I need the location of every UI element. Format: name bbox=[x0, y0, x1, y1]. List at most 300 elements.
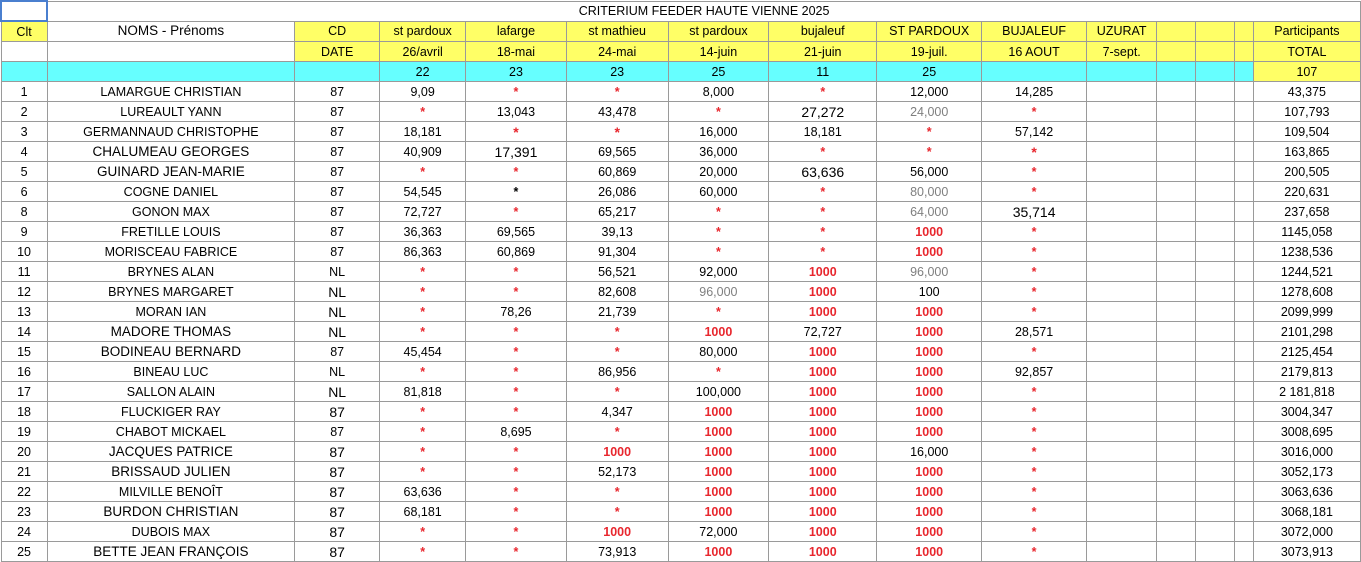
empty-cell bbox=[1157, 522, 1196, 542]
total-header: TOTAL bbox=[1253, 42, 1360, 62]
score-cell: * bbox=[982, 442, 1087, 462]
rank-cell: 2 bbox=[1, 102, 47, 122]
empty-cell bbox=[1234, 402, 1253, 422]
score-cell: 1000 bbox=[769, 502, 877, 522]
score-cell: 1000 bbox=[668, 482, 769, 502]
empty-cell bbox=[1234, 142, 1253, 162]
score-cell: 78,26 bbox=[466, 302, 567, 322]
score-cell: 54,545 bbox=[380, 182, 466, 202]
rank-cell: 13 bbox=[1, 302, 47, 322]
name-cell: BODINEAU BERNARD bbox=[47, 342, 295, 362]
score-cell: 1000 bbox=[769, 462, 877, 482]
rank-cell: 11 bbox=[1, 262, 47, 282]
event-date: 14-juin bbox=[668, 42, 769, 62]
score-cell: 1000 bbox=[668, 462, 769, 482]
selected-cell[interactable] bbox=[1, 1, 47, 21]
score-cell: * bbox=[466, 462, 567, 482]
score-cell: 56,521 bbox=[566, 262, 668, 282]
name-cell: MILVILLE BENOÎT bbox=[47, 482, 295, 502]
empty-cell bbox=[1234, 362, 1253, 382]
score-cell: 45,454 bbox=[380, 342, 466, 362]
empty-cell bbox=[1157, 282, 1196, 302]
rank-cell: 23 bbox=[1, 502, 47, 522]
empty-cell bbox=[1196, 442, 1235, 462]
score-cell: 60,869 bbox=[466, 242, 567, 262]
empty-cell bbox=[1, 62, 47, 82]
score-cell: 8,000 bbox=[668, 82, 769, 102]
event-venue: lafarge bbox=[466, 21, 567, 42]
score-cell bbox=[1087, 502, 1157, 522]
score-cell: * bbox=[566, 382, 668, 402]
cd-cell: 87 bbox=[295, 182, 380, 202]
empty-cell bbox=[1196, 182, 1235, 202]
rank-cell: 3 bbox=[1, 122, 47, 142]
score-cell: * bbox=[380, 162, 466, 182]
score-cell: 1000 bbox=[877, 422, 982, 442]
score-cell: 1000 bbox=[877, 382, 982, 402]
score-cell: * bbox=[466, 322, 567, 342]
empty-cell bbox=[1157, 342, 1196, 362]
cd-header: CD bbox=[295, 21, 380, 42]
score-cell: 1000 bbox=[769, 482, 877, 502]
cd-cell: NL bbox=[295, 282, 380, 302]
empty-cell bbox=[1196, 382, 1235, 402]
rank-cell: 18 bbox=[1, 402, 47, 422]
cd-cell: 87 bbox=[295, 342, 380, 362]
score-cell: * bbox=[466, 362, 567, 382]
empty-cell bbox=[1234, 482, 1253, 502]
score-cell: 1000 bbox=[877, 242, 982, 262]
total-cell: 107,793 bbox=[1253, 102, 1360, 122]
total-cell: 2125,454 bbox=[1253, 342, 1360, 362]
empty-cell bbox=[47, 42, 295, 62]
empty-cell bbox=[1234, 262, 1253, 282]
score-cell: * bbox=[466, 402, 567, 422]
table-row bbox=[1, 282, 1361, 302]
score-cell bbox=[1087, 82, 1157, 102]
empty-cell bbox=[1196, 362, 1235, 382]
score-cell: * bbox=[982, 382, 1087, 402]
score-cell: 92,000 bbox=[668, 262, 769, 282]
score-cell: * bbox=[877, 122, 982, 142]
rank-cell: 22 bbox=[1, 482, 47, 502]
score-cell: 1000 bbox=[877, 222, 982, 242]
name-cell: LUREAULT YANN bbox=[47, 102, 295, 122]
event-date: 16 AOUT bbox=[982, 42, 1087, 62]
table-row bbox=[1, 202, 1361, 222]
name-cell: JACQUES PATRICE bbox=[47, 442, 295, 462]
cd-cell: 87 bbox=[295, 202, 380, 222]
score-cell: 8,695 bbox=[466, 422, 567, 442]
cd-cell: NL bbox=[295, 382, 380, 402]
empty-cell bbox=[1234, 282, 1253, 302]
score-cell: 82,608 bbox=[566, 282, 668, 302]
score-cell: 28,571 bbox=[982, 322, 1087, 342]
cd-cell: 87 bbox=[295, 242, 380, 262]
total-cell: 2179,813 bbox=[1253, 362, 1360, 382]
empty-cell bbox=[1157, 462, 1196, 482]
score-cell bbox=[1087, 442, 1157, 462]
total-cell: 3072,000 bbox=[1253, 522, 1360, 542]
date-header: DATE bbox=[295, 42, 380, 62]
empty-cell bbox=[1234, 422, 1253, 442]
score-cell bbox=[1087, 422, 1157, 442]
empty-cell bbox=[1157, 102, 1196, 122]
score-cell: 72,727 bbox=[380, 202, 466, 222]
score-cell: 86,363 bbox=[380, 242, 466, 262]
score-cell: 1000 bbox=[769, 362, 877, 382]
rank-cell: 5 bbox=[1, 162, 47, 182]
empty-cell bbox=[1157, 422, 1196, 442]
empty-cell bbox=[1196, 142, 1235, 162]
cd-cell: 87 bbox=[295, 482, 380, 502]
score-cell: 96,000 bbox=[668, 282, 769, 302]
score-cell bbox=[1087, 462, 1157, 482]
score-cell: 80,000 bbox=[668, 342, 769, 362]
score-cell: 1000 bbox=[769, 282, 877, 302]
empty-cell bbox=[1234, 182, 1253, 202]
empty-cell bbox=[1234, 382, 1253, 402]
name-cell: FRETILLE LOUIS bbox=[47, 222, 295, 242]
empty-cell bbox=[1157, 82, 1196, 102]
table-row bbox=[1, 482, 1361, 502]
score-cell: * bbox=[982, 142, 1087, 162]
score-cell: 24,000 bbox=[877, 102, 982, 122]
rank-cell: 16 bbox=[1, 362, 47, 382]
score-cell: * bbox=[668, 302, 769, 322]
name-cell: CHABOT MICKAEL bbox=[47, 422, 295, 442]
score-cell: * bbox=[380, 282, 466, 302]
event-venue: BUJALEUF bbox=[982, 21, 1087, 42]
score-cell bbox=[1087, 482, 1157, 502]
empty-cell bbox=[1196, 82, 1235, 102]
rank-cell: 24 bbox=[1, 522, 47, 542]
name-cell: DUBOIS MAX bbox=[47, 522, 295, 542]
event-count: 11 bbox=[769, 62, 877, 82]
score-cell: * bbox=[380, 422, 466, 442]
score-cell: 1000 bbox=[769, 402, 877, 422]
table-row bbox=[1, 322, 1361, 342]
rank-cell: 10 bbox=[1, 242, 47, 262]
score-cell: 1000 bbox=[877, 402, 982, 422]
event-count bbox=[982, 62, 1087, 82]
score-cell: 13,043 bbox=[466, 102, 567, 122]
score-cell: 92,857 bbox=[982, 362, 1087, 382]
score-cell: 1000 bbox=[769, 542, 877, 562]
empty-cell bbox=[1234, 122, 1253, 142]
score-cell: 1000 bbox=[668, 442, 769, 462]
empty-cell bbox=[1234, 162, 1253, 182]
name-cell: LAMARGUE CHRISTIAN bbox=[47, 82, 295, 102]
event-count: 25 bbox=[668, 62, 769, 82]
participants-total: 107 bbox=[1253, 62, 1360, 82]
empty-cell bbox=[1196, 202, 1235, 222]
name-cell: GUINARD JEAN-MARIE bbox=[47, 162, 295, 182]
score-cell bbox=[1087, 122, 1157, 142]
empty-cell bbox=[1196, 242, 1235, 262]
score-cell: 1000 bbox=[769, 262, 877, 282]
score-cell: * bbox=[769, 202, 877, 222]
score-cell: * bbox=[380, 362, 466, 382]
event-date: 19-juil. bbox=[877, 42, 982, 62]
score-cell: 56,000 bbox=[877, 162, 982, 182]
score-cell: * bbox=[466, 382, 567, 402]
score-cell: 1000 bbox=[769, 382, 877, 402]
cd-cell: 87 bbox=[295, 462, 380, 482]
empty-cell bbox=[47, 62, 295, 82]
empty-cell bbox=[1196, 462, 1235, 482]
name-cell: BINEAU LUC bbox=[47, 362, 295, 382]
total-cell: 2099,999 bbox=[1253, 302, 1360, 322]
event-count: 23 bbox=[466, 62, 567, 82]
empty-cell bbox=[1196, 402, 1235, 422]
name-cell: CHALUMEAU GEORGES bbox=[47, 142, 295, 162]
event-count: 22 bbox=[380, 62, 466, 82]
empty-cell bbox=[1196, 502, 1235, 522]
score-cell: 1000 bbox=[769, 302, 877, 322]
score-cell: * bbox=[380, 302, 466, 322]
rank-cell: 1 bbox=[1, 82, 47, 102]
score-cell: * bbox=[982, 542, 1087, 562]
score-cell: * bbox=[982, 102, 1087, 122]
rank-cell: 17 bbox=[1, 382, 47, 402]
score-cell: * bbox=[566, 122, 668, 142]
score-cell bbox=[1087, 142, 1157, 162]
table-row bbox=[1, 102, 1361, 122]
empty-cell bbox=[1157, 502, 1196, 522]
score-cell: * bbox=[668, 362, 769, 382]
empty-cell bbox=[1157, 382, 1196, 402]
total-cell: 1238,536 bbox=[1253, 242, 1360, 262]
score-cell: 1000 bbox=[668, 402, 769, 422]
table-row bbox=[1, 122, 1361, 142]
table-row bbox=[1, 542, 1361, 562]
score-cell: * bbox=[982, 422, 1087, 442]
empty-cell bbox=[1196, 482, 1235, 502]
score-cell: * bbox=[466, 182, 567, 202]
empty-cell bbox=[1196, 62, 1235, 82]
score-cell bbox=[1087, 162, 1157, 182]
score-cell: 96,000 bbox=[877, 262, 982, 282]
rank-cell: 6 bbox=[1, 182, 47, 202]
score-cell: 43,478 bbox=[566, 102, 668, 122]
score-cell: * bbox=[380, 462, 466, 482]
empty-cell bbox=[1234, 442, 1253, 462]
score-cell: * bbox=[982, 282, 1087, 302]
table-row bbox=[1, 382, 1361, 402]
noms-header: NOMS - Prénoms bbox=[47, 21, 295, 42]
score-cell: 1000 bbox=[877, 522, 982, 542]
score-cell: 1000 bbox=[668, 542, 769, 562]
score-cell: * bbox=[466, 502, 567, 522]
score-cell: * bbox=[668, 222, 769, 242]
total-cell: 237,658 bbox=[1253, 202, 1360, 222]
score-cell: 1000 bbox=[769, 442, 877, 462]
score-cell: * bbox=[982, 182, 1087, 202]
empty-cell bbox=[1157, 362, 1196, 382]
total-cell: 43,375 bbox=[1253, 82, 1360, 102]
table-row bbox=[1, 442, 1361, 462]
cd-cell: 87 bbox=[295, 82, 380, 102]
score-cell: * bbox=[982, 502, 1087, 522]
score-cell: 1000 bbox=[877, 502, 982, 522]
score-cell: 1000 bbox=[668, 422, 769, 442]
cd-cell: 87 bbox=[295, 422, 380, 442]
event-venue: bujaleuf bbox=[769, 21, 877, 42]
score-cell bbox=[1087, 302, 1157, 322]
score-cell: 60,869 bbox=[566, 162, 668, 182]
score-cell: 9,09 bbox=[380, 82, 466, 102]
score-cell: * bbox=[466, 202, 567, 222]
score-cell: 72,000 bbox=[668, 522, 769, 542]
score-cell: * bbox=[466, 482, 567, 502]
empty-cell bbox=[1157, 21, 1196, 42]
score-cell bbox=[1087, 202, 1157, 222]
empty-cell bbox=[1196, 542, 1235, 562]
empty-cell bbox=[1196, 262, 1235, 282]
score-cell: 18,181 bbox=[380, 122, 466, 142]
score-cell bbox=[1087, 382, 1157, 402]
empty-cell bbox=[1234, 102, 1253, 122]
event-count bbox=[1087, 62, 1157, 82]
total-cell: 220,631 bbox=[1253, 182, 1360, 202]
score-cell bbox=[1087, 402, 1157, 422]
score-cell: 21,739 bbox=[566, 302, 668, 322]
table-row bbox=[1, 262, 1361, 282]
score-cell: 1000 bbox=[877, 462, 982, 482]
score-cell: * bbox=[466, 282, 567, 302]
score-cell: * bbox=[466, 442, 567, 462]
name-cell: BRYNES ALAN bbox=[47, 262, 295, 282]
total-cell: 3073,913 bbox=[1253, 542, 1360, 562]
score-cell: * bbox=[877, 142, 982, 162]
score-cell: 65,217 bbox=[566, 202, 668, 222]
score-cell: 100 bbox=[877, 282, 982, 302]
score-cell: 1000 bbox=[769, 522, 877, 542]
cd-cell: 87 bbox=[295, 442, 380, 462]
empty-cell bbox=[1234, 302, 1253, 322]
empty-cell bbox=[1196, 21, 1235, 42]
score-cell: * bbox=[380, 102, 466, 122]
score-cell: 20,000 bbox=[668, 162, 769, 182]
score-cell bbox=[1087, 282, 1157, 302]
score-cell: * bbox=[466, 82, 567, 102]
score-cell: 16,000 bbox=[877, 442, 982, 462]
score-cell: * bbox=[982, 402, 1087, 422]
score-cell: 64,000 bbox=[877, 202, 982, 222]
empty-cell bbox=[1157, 222, 1196, 242]
score-cell bbox=[1087, 522, 1157, 542]
score-cell: 39,13 bbox=[566, 222, 668, 242]
event-date: 26/avril bbox=[380, 42, 466, 62]
score-cell: * bbox=[769, 182, 877, 202]
score-cell: 17,391 bbox=[466, 142, 567, 162]
score-cell: 1000 bbox=[668, 322, 769, 342]
total-cell: 1278,608 bbox=[1253, 282, 1360, 302]
empty-cell bbox=[1196, 422, 1235, 442]
score-cell: 36,363 bbox=[380, 222, 466, 242]
name-cell: GERMANNAUD CHRISTOPHE bbox=[47, 122, 295, 142]
clt-header: Clt bbox=[1, 21, 47, 42]
score-cell: * bbox=[668, 202, 769, 222]
table-row bbox=[1, 142, 1361, 162]
score-cell: 1000 bbox=[877, 542, 982, 562]
empty-cell bbox=[1157, 542, 1196, 562]
event-count: 23 bbox=[566, 62, 668, 82]
rank-cell: 25 bbox=[1, 542, 47, 562]
score-cell: * bbox=[982, 262, 1087, 282]
empty-cell bbox=[1157, 262, 1196, 282]
score-cell: * bbox=[380, 542, 466, 562]
total-cell: 1244,521 bbox=[1253, 262, 1360, 282]
score-cell: 52,173 bbox=[566, 462, 668, 482]
empty-cell bbox=[1234, 502, 1253, 522]
empty-cell bbox=[1234, 202, 1253, 222]
table-row bbox=[1, 302, 1361, 322]
name-cell: COGNE DANIEL bbox=[47, 182, 295, 202]
rank-cell: 4 bbox=[1, 142, 47, 162]
empty-cell bbox=[1234, 62, 1253, 82]
score-cell: 1000 bbox=[566, 442, 668, 462]
empty-cell bbox=[1234, 21, 1253, 42]
empty-cell bbox=[1, 42, 47, 62]
event-date: 24-mai bbox=[566, 42, 668, 62]
score-cell: * bbox=[466, 342, 567, 362]
event-venue: st pardoux bbox=[668, 21, 769, 42]
cd-cell: NL bbox=[295, 362, 380, 382]
empty-cell bbox=[1234, 522, 1253, 542]
empty-cell bbox=[1234, 222, 1253, 242]
empty-cell bbox=[1157, 62, 1196, 82]
score-cell: 4,347 bbox=[566, 402, 668, 422]
empty-cell bbox=[1234, 42, 1253, 62]
score-cell: * bbox=[380, 322, 466, 342]
score-cell: * bbox=[769, 142, 877, 162]
event-count: 25 bbox=[877, 62, 982, 82]
event-venue: ST PARDOUX bbox=[877, 21, 982, 42]
ranking-rows bbox=[1, 82, 1361, 562]
total-cell: 3016,000 bbox=[1253, 442, 1360, 462]
empty-cell bbox=[1234, 342, 1253, 362]
score-cell: 1000 bbox=[877, 342, 982, 362]
name-cell: BRISSAUD JULIEN bbox=[47, 462, 295, 482]
score-cell: 18,181 bbox=[769, 122, 877, 142]
score-cell: * bbox=[380, 402, 466, 422]
score-cell: 63,636 bbox=[380, 482, 466, 502]
score-cell: * bbox=[566, 82, 668, 102]
event-date: 21-juin bbox=[769, 42, 877, 62]
empty-cell bbox=[1157, 442, 1196, 462]
empty-cell bbox=[1157, 242, 1196, 262]
event-date: 18-mai bbox=[466, 42, 567, 62]
table-row bbox=[1, 162, 1361, 182]
cd-cell: NL bbox=[295, 262, 380, 282]
sheet-title: CRITERIUM FEEDER HAUTE VIENNE 2025 bbox=[47, 1, 1360, 21]
total-cell: 109,504 bbox=[1253, 122, 1360, 142]
cd-cell: 87 bbox=[295, 502, 380, 522]
total-cell: 1145,058 bbox=[1253, 222, 1360, 242]
score-cell: 26,086 bbox=[566, 182, 668, 202]
score-cell: * bbox=[566, 422, 668, 442]
score-cell: 1000 bbox=[769, 342, 877, 362]
cd-cell: 87 bbox=[295, 222, 380, 242]
score-cell: * bbox=[769, 222, 877, 242]
name-cell: SALLON ALAIN bbox=[47, 382, 295, 402]
score-cell: * bbox=[982, 162, 1087, 182]
score-cell: 40,909 bbox=[380, 142, 466, 162]
total-cell: 200,505 bbox=[1253, 162, 1360, 182]
event-date: 7-sept. bbox=[1087, 42, 1157, 62]
